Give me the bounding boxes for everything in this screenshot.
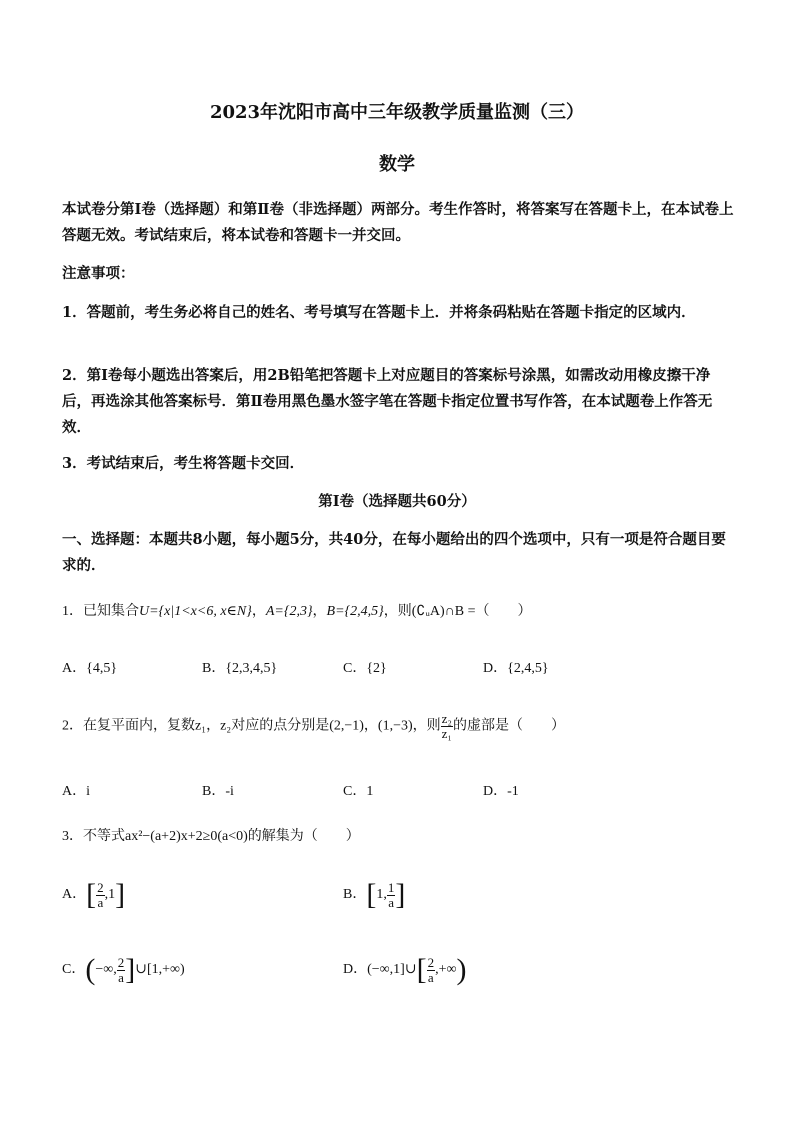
q3-option-d: D．(−∞,1]∪[ $\frac{2}{a}$ ,+∞) (343, 953, 467, 986)
question-1: 1．已知集合U={x|1<x<6, x∈N}，A={2,3}，B={2,4,5}，则(∁ᵤA)∩B =（ ） (62, 604, 532, 619)
q3-a-end: ,1 (104, 887, 116, 903)
q1-pre: 1．已知集合 (62, 604, 139, 619)
q2-option-d: D．-1 (483, 784, 519, 799)
q2-option-a: A．i (62, 784, 90, 799)
q3-c-num: 2 (117, 954, 125, 970)
q3-option-b: B．[1, $\frac{1}{a}$ ] (343, 878, 406, 911)
q3-option-c: C．(−∞, $\frac{2}{a}$ ]∪[1,+∞) (62, 953, 185, 986)
q1-set-b: B={2,4,5} (326, 604, 384, 619)
intro-text: 本试卷分第Ⅰ卷（选择题）和第Ⅱ卷（非选择题）两部分。考生作答时，将答案写在答题卡上，在本试卷上答题无效。考试结束后，将本试卷和答题卡一并交回。 (62, 201, 734, 244)
exam-title: 2023年沈阳市高中三年级教学质量监测（三） (209, 102, 585, 123)
q3-d-num: 2 (427, 954, 435, 970)
subject-title: 数学 (379, 154, 415, 175)
q3-b-label: B． (343, 887, 367, 903)
q2-option-b: B．-i (202, 784, 234, 799)
q2-pre: 2．在复平面内，复数z₁，z₂对应的点分别是(2,−1)，(1,−3)，则 (62, 718, 441, 734)
q3-d-den: a (427, 969, 434, 985)
q1-set-u: U={x|1<x<6, x∈N} (139, 604, 252, 619)
q1-option-a: A．{4,5} (62, 661, 118, 676)
q1-set-a: A={2,3} (265, 604, 313, 619)
q3-b-start: 1, (376, 887, 387, 903)
q2-fraction (441, 712, 453, 741)
q3-b-den: a (388, 894, 394, 910)
q1-ask: ，则(∁ᵤA)∩B =（ ） (383, 604, 532, 619)
section-title: 第Ⅰ卷（选择题共60分） (318, 493, 476, 510)
q3-option-a: A．[ $\frac{2}{a}$ ,1] (62, 878, 126, 911)
q1-option-d: D．{2,4,5} (483, 661, 549, 676)
q3-d-end: ,+∞ (435, 962, 457, 978)
q2-frac-den: z₁ (441, 726, 452, 741)
q3-a-den: a (97, 894, 104, 910)
q3-a-label: A． (62, 887, 87, 903)
q3-a-num: 2 (97, 879, 104, 895)
note-1: 1．答题前，考生务必将自己的姓名、考号填写在答题卡上．并将条码粘贴在答题卡指定的区域内． (62, 304, 696, 321)
q3-d-label: D． (343, 962, 368, 978)
q1-option-b: B．{2,3,4,5} (202, 661, 278, 676)
q3-b-num: 1 (387, 879, 395, 895)
q2-option-c: C．1 (343, 784, 374, 799)
question-2 (62, 712, 565, 741)
note-2: 2．第Ⅰ卷每小题选出答案后，用2B铅笔把答题卡上对应题目的答案标号涂黑，如需改动用橡皮擦干净后，再选涂其他答案标号．第Ⅱ卷用黑色墨水签字笔在答题卡指定位置书写作答，在本试题卷上作答无效． (62, 367, 713, 436)
q3-d-start: (−∞,1]∪ (367, 962, 417, 978)
q3-c-end: ∪[1,+∞) (135, 962, 185, 978)
q3-c-label: C． (62, 962, 86, 978)
q3-c-start: −∞, (95, 962, 117, 978)
note-3: 3．考试结束后，考生将答题卡交回． (62, 455, 305, 472)
q1-option-c: C．{2} (343, 661, 387, 676)
notice-title: 注意事项： (62, 265, 135, 282)
q2-frac-num: z₂ (441, 711, 452, 726)
q3-c-den: a (118, 969, 124, 985)
section-heading: 一、选择题：本题共8小题，每小题5分，共40分，在每小题给出的四个选项中，只有一项是符合题目要求的． (62, 531, 726, 574)
q2-post: 的虚部是（ ） (452, 718, 565, 734)
question-3: 3．不等式ax²−(a+2)x+2≥0(a<0)的解集为（ ） (62, 829, 360, 844)
